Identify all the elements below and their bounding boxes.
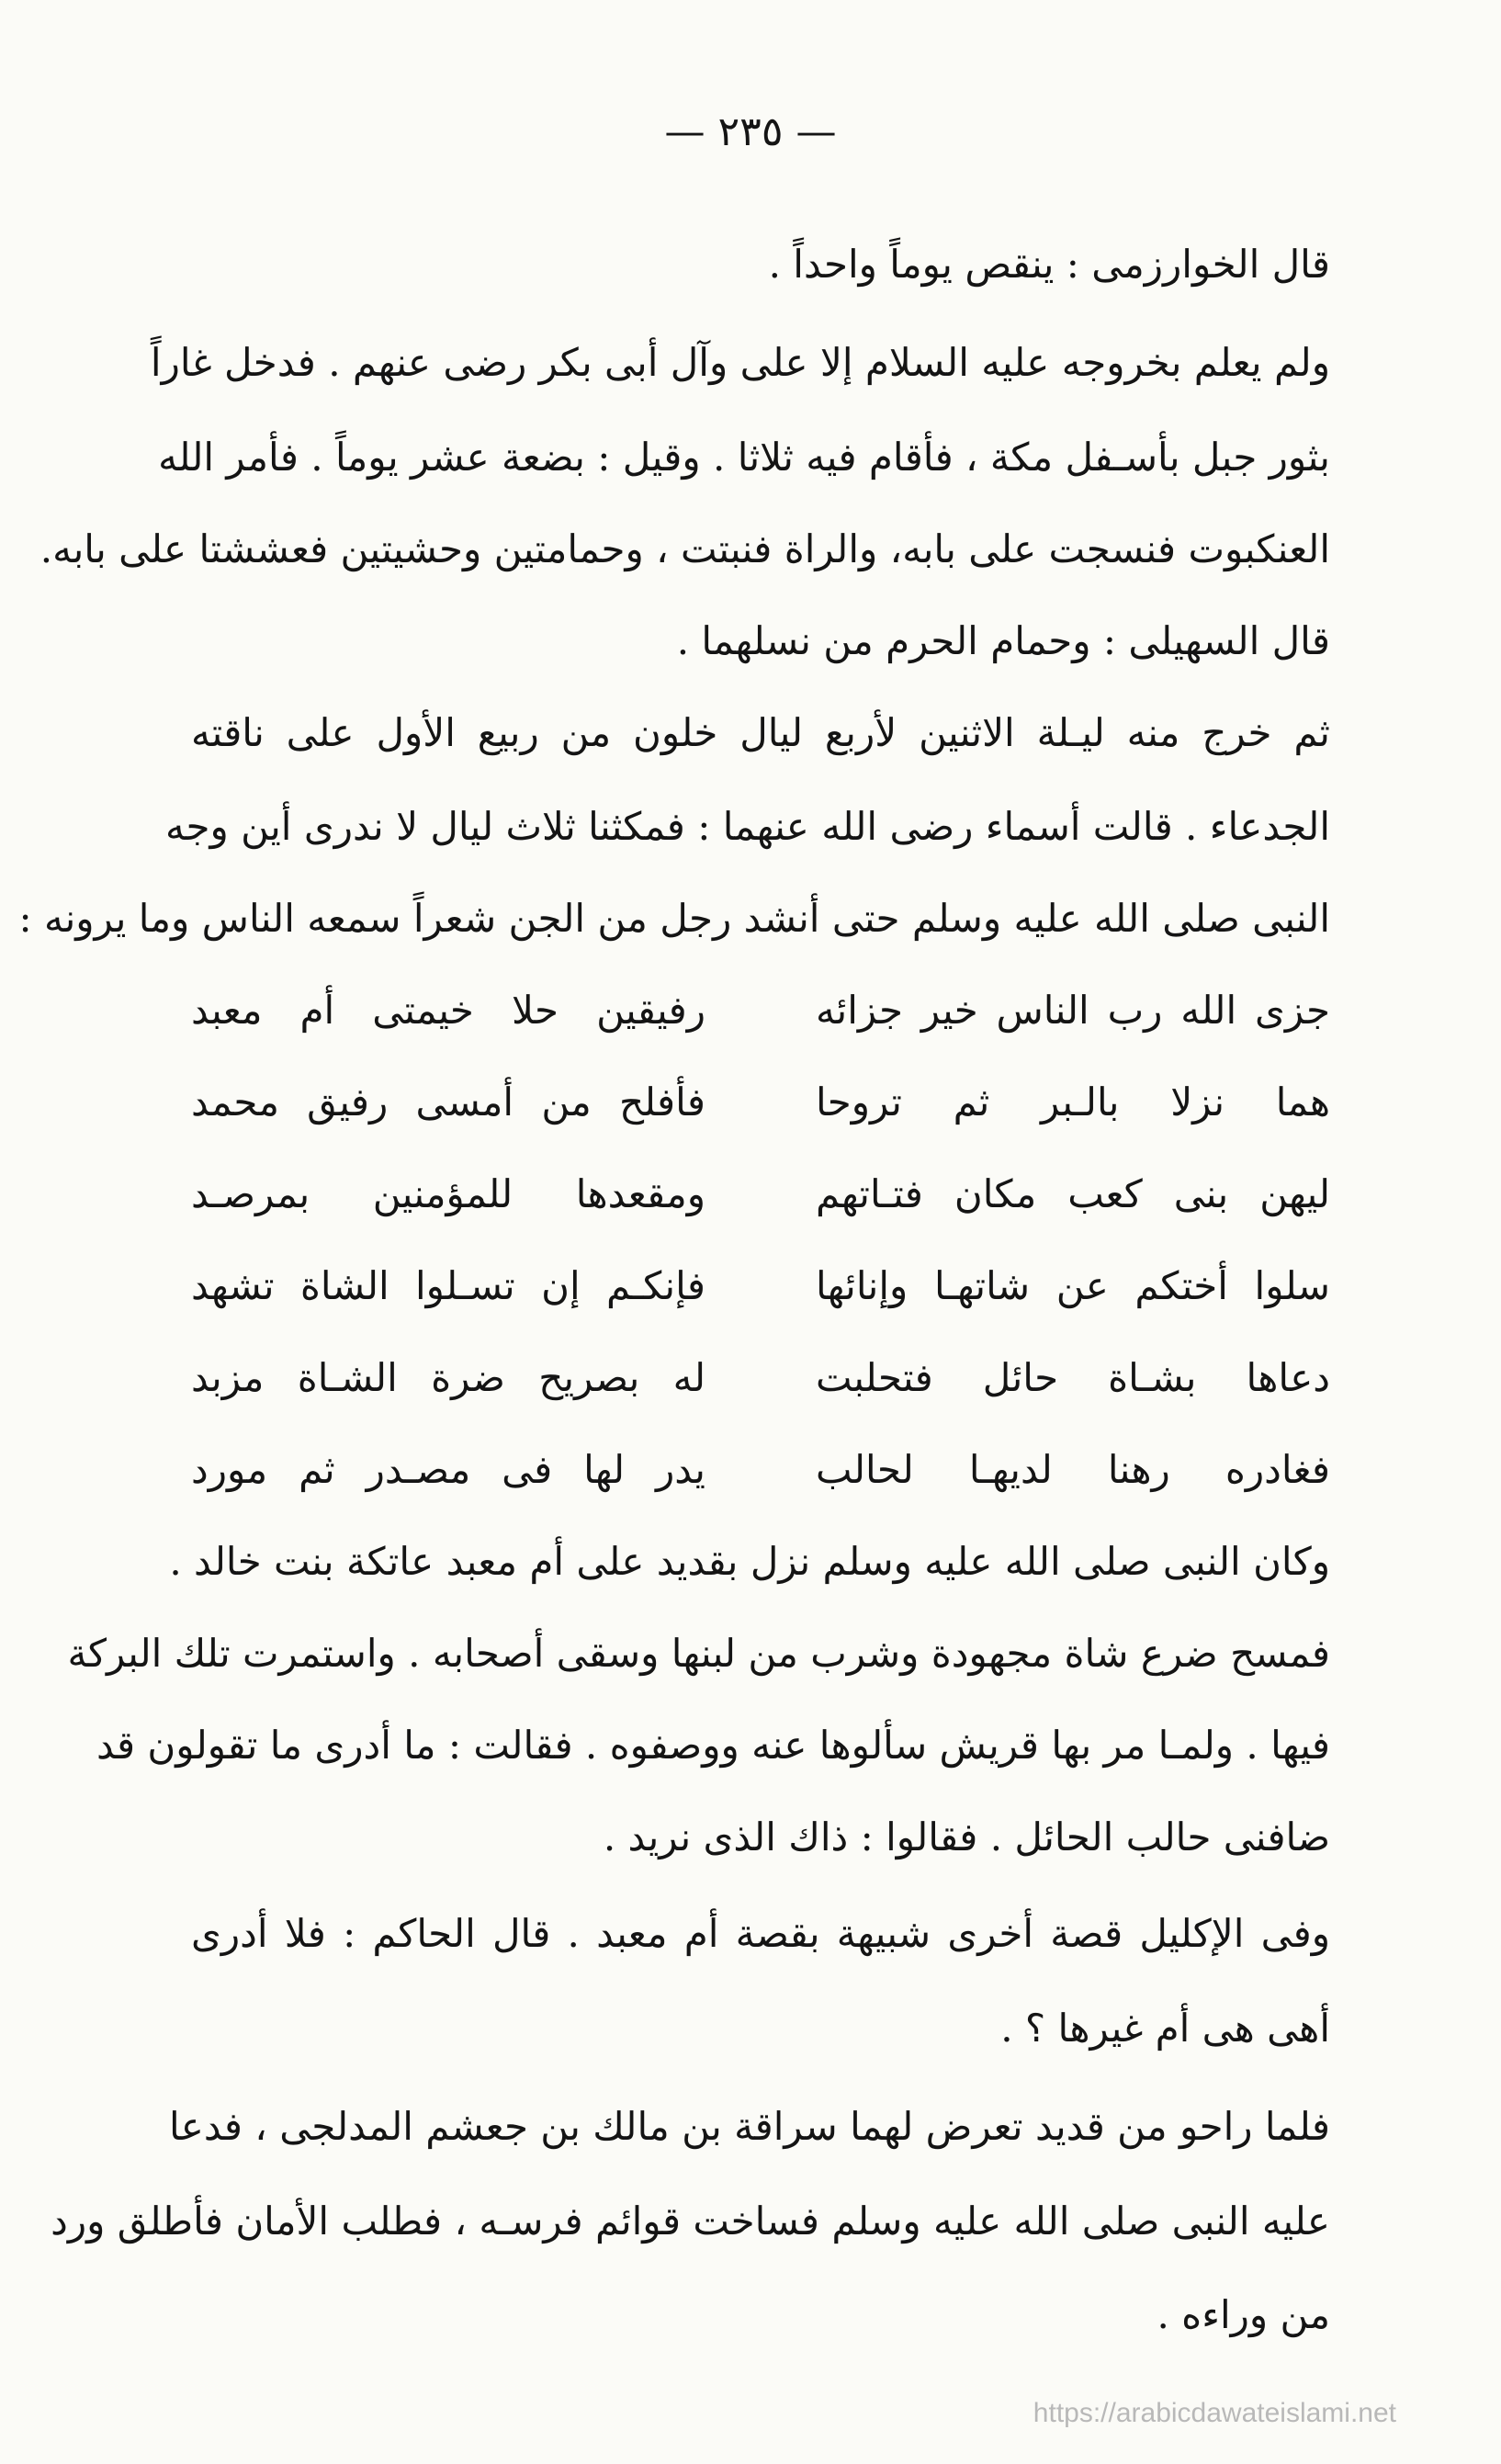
text-line: ضافنى حالب الحائل . فقالوا : ذاك الذى نريد . — [603, 1814, 1330, 1859]
text-line: ولم يعلم بخروجه عليه السلام إلا على وآل أبى بكر رضى عنهم . فدخل غاراً — [150, 340, 1330, 385]
poem-verse — [191, 1167, 1330, 1222]
poem-verse — [191, 1259, 1330, 1314]
poem-first-hemistich: دعاها بشـاة حائل فتحلبت — [816, 1355, 1330, 1400]
text-line: النبى صلى الله عليه وسلم حتى أنشد رجل من الجن شعراً سمعه الناس وما يرونه : — [18, 896, 1330, 941]
poem-verse — [191, 1442, 1330, 1498]
text-line: الجدعاء . قالت أسماء رضى الله عنهما : فمكثنا ثلاث ليال لا ندرى أين وجه — [165, 804, 1330, 849]
poem-second-hemistich: فأفلح من أمسى رفيق محمد — [191, 1079, 705, 1125]
text-line: العنكبوت فنسجت على بابه، والراة فنبتت ، وحمامتين وحشيتين فعششتا على بابه. — [40, 526, 1330, 571]
text-line: وفى الإكليل قصة أخرى شبيهة بقصة أم معبد . قال الحاكم : فلا أدرى — [191, 1911, 1330, 1956]
poem-second-hemistich: يدر لها فى مصـدر ثم مورد — [191, 1447, 705, 1492]
text-line: فمسح ضرع شاة مجهودة وشرب من لبنها وسقى أصحابه . واستمرت تلك البركة — [67, 1631, 1330, 1676]
page-number: — ٢٣٥ — — [664, 108, 837, 155]
text-line: ثم خرج منه ليـلة الاثنين لأربع ليال خلون من ربيع الأول على ناقته — [191, 710, 1330, 755]
text-line: وكان النبى صلى الله عليه وسلم نزل بقديد على أم معبد عاتكة بنت خالد . — [169, 1539, 1330, 1584]
text-line: قال السهيلى : وحمام الحرم من نسلهما . — [676, 618, 1330, 663]
text-line: فلما راحو من قديد تعرض لهما سراقة بن مالك بن جعشم المدلجى ، فدعا — [168, 2104, 1330, 2149]
text-line: أهى هى أم غيرها ؟ . — [1000, 2006, 1330, 2051]
text-line: بثور جبل بأسـفل مكة ، فأقام فيه ثلاثا . وقيل : بضعة عشر يوماً . فأمر الله — [158, 435, 1330, 480]
poem-first-hemistich: جزى الله رب الناس خير جزائه — [816, 988, 1330, 1033]
poem-verse — [191, 1351, 1330, 1406]
text-line: فيها . ولمـا مر بها قريش سألوها عنه ووصفوه . فقالت : ما أدرى ما تقولون قد — [96, 1723, 1330, 1768]
poem-first-hemistich: سلوا أختكم عن شاتهـا وإنائها — [816, 1263, 1330, 1308]
poem-second-hemistich: فإنكـم إن تسـلوا الشاة تشهد — [191, 1263, 705, 1308]
text-line: عليه النبى صلى الله عليه وسلم فساخت قوائم فرسـه ، فطلب الأمان فأطلق ورد — [51, 2198, 1330, 2244]
text-line: من وراءه . — [1157, 2292, 1330, 2337]
poem-first-hemistich: ليهن بنى كعب مكان فتـاتهم — [816, 1171, 1330, 1216]
watermark-url: https://arabicdawateislami.net — [1033, 2398, 1396, 2428]
poem-second-hemistich: رفيقين حلا خيمتى أم معبد — [191, 988, 705, 1033]
poem-verse — [191, 983, 1330, 1038]
text-line: قال الخوارزمى : ينقص يوماً واحداً . — [768, 242, 1330, 287]
poem-verse — [191, 1075, 1330, 1130]
poem-second-hemistich: له بصريح ضرة الشـاة مزبد — [191, 1355, 705, 1400]
poem-first-hemistich: فغادره رهنا لديهـا لحالب — [816, 1447, 1330, 1492]
poem-second-hemistich: ومقعدها للمؤمنين بمرصـد — [191, 1171, 705, 1216]
poem-first-hemistich: هما نزلا بالـبر ثم تروحا — [816, 1079, 1330, 1125]
